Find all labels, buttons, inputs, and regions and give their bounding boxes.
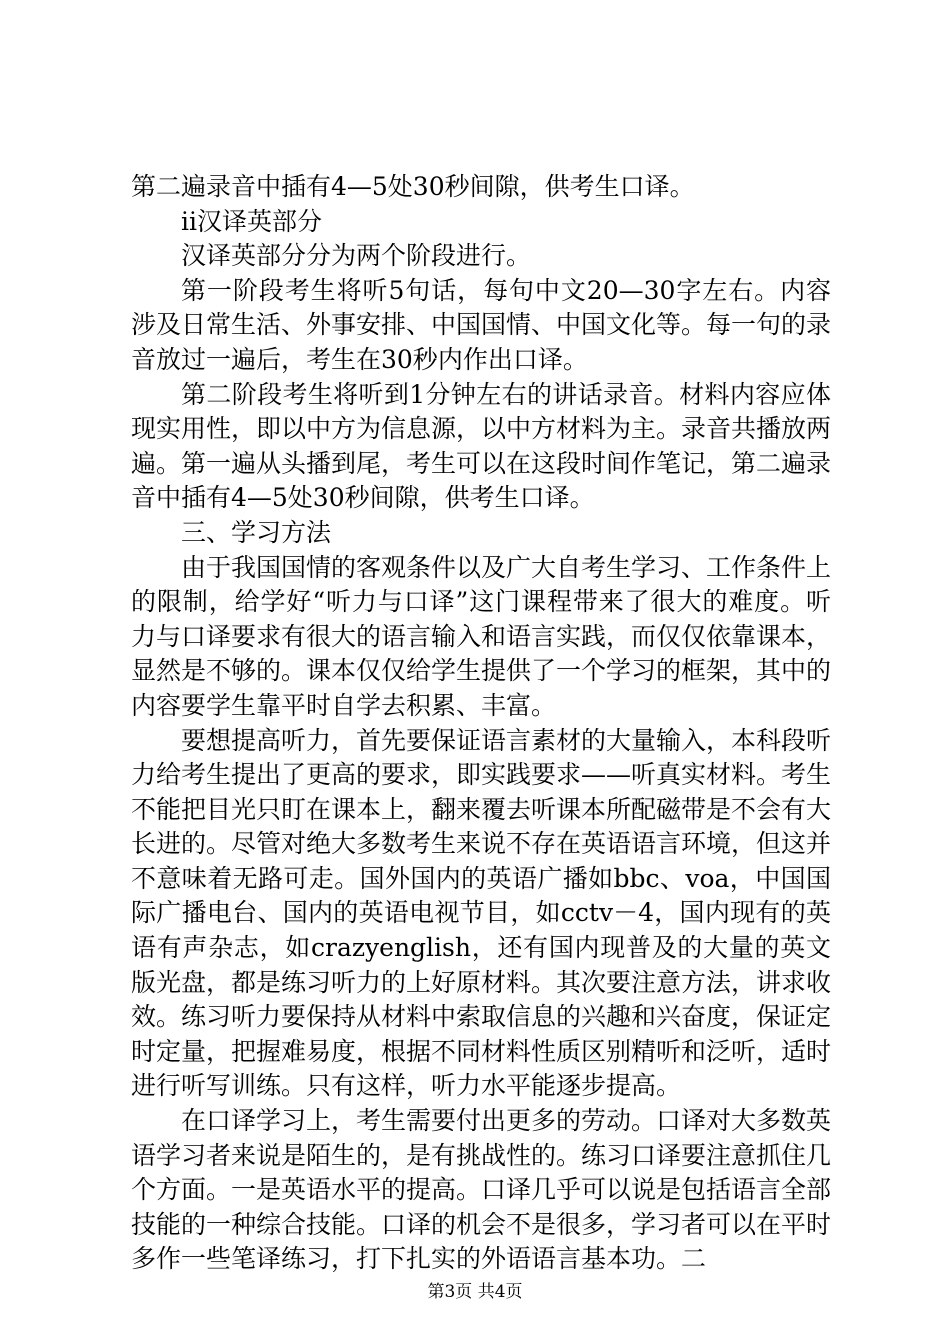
paragraph: 要想提高听力，首先要保证语言素材的大量输入，本科段听力给考生提出了更高的要求，即实践要求——听真实材料。考生不能把目光只盯在课本上，翻来覆去听课本所配磁带是不会有大长进的。尽管对绝大多数考生来说不存在英语语言环境，但这并不意味着无路可走。国外国内的英语广播如bbc、voa，中国国际广播电台、国内的英语电视节目，如cctv－4，国内现有的英语有声杂志，如crazyenglish，还有国内现普及的大量的英文版光盘，都是练习听力的上好原材料。其次要注意方法，讲求收效。练习听力要保持从材料中索取信息的兴趣和兴奋度，保证定时定量，把握难易度，根据不同材料性质区别精听和泛听，适时进行听写训练。只有这样，听力水平能逐步提高。 <box>131 725 832 1101</box>
paragraph: 汉译英部分分为两个阶段进行。 <box>181 241 532 271</box>
paragraph: 由于我国国情的客观条件以及广大自考生学习、工作条件上的限制，给学好“听力与口译”这门课程带来了很大的难度。听力与口译要求有很大的语言输入和语言实践，而仅仅依靠课本，显然是不够的。课本仅仅给学生提供了一个学习的框架，其中的内容要学生靠平时自学去积累、丰富。 <box>131 552 832 720</box>
paragraph: 第一阶段考生将听5句话，每句中文20—30字左右。内容涉及日常生活、外事安排、中国国情、中国文化等。每一句的录音放过一遍后，考生在30秒内作出口译。 <box>131 275 832 374</box>
document-body <box>131 170 831 1277</box>
paragraph: 第二遍录音中插有4—5处30秒间隙，供考生口译。 <box>131 172 695 201</box>
paragraph: 在口译学习上，考生需要付出更多的劳动。口译对大多数英语学习者来说是陌生的，是有挑战性的。练习口译要注意抓住几个方面。一是英语水平的提高。口译几乎可以说是包括语言全部技能的一种综合技能。口译的机会不是很多，学习者可以在平时多作一些笔译练习，打下扎实的外语语言基本功。二 <box>131 1106 832 1274</box>
paragraph: ii汉译英部分 <box>181 206 322 236</box>
section-heading: 三、学习方法 <box>181 517 332 547</box>
paragraph: 第二阶段考生将听到1分钟左右的讲话录音。材料内容应体现实用性，即以中方为信息源，以中方材料为主。录音共播放两遍。第一遍从头播到尾，考生可以在这段时间作笔记，第二遍录音中插有4—5处30秒间隙，供考生口译。 <box>131 379 832 513</box>
page-number-footer: 第3页 共4页 <box>427 1282 523 1302</box>
